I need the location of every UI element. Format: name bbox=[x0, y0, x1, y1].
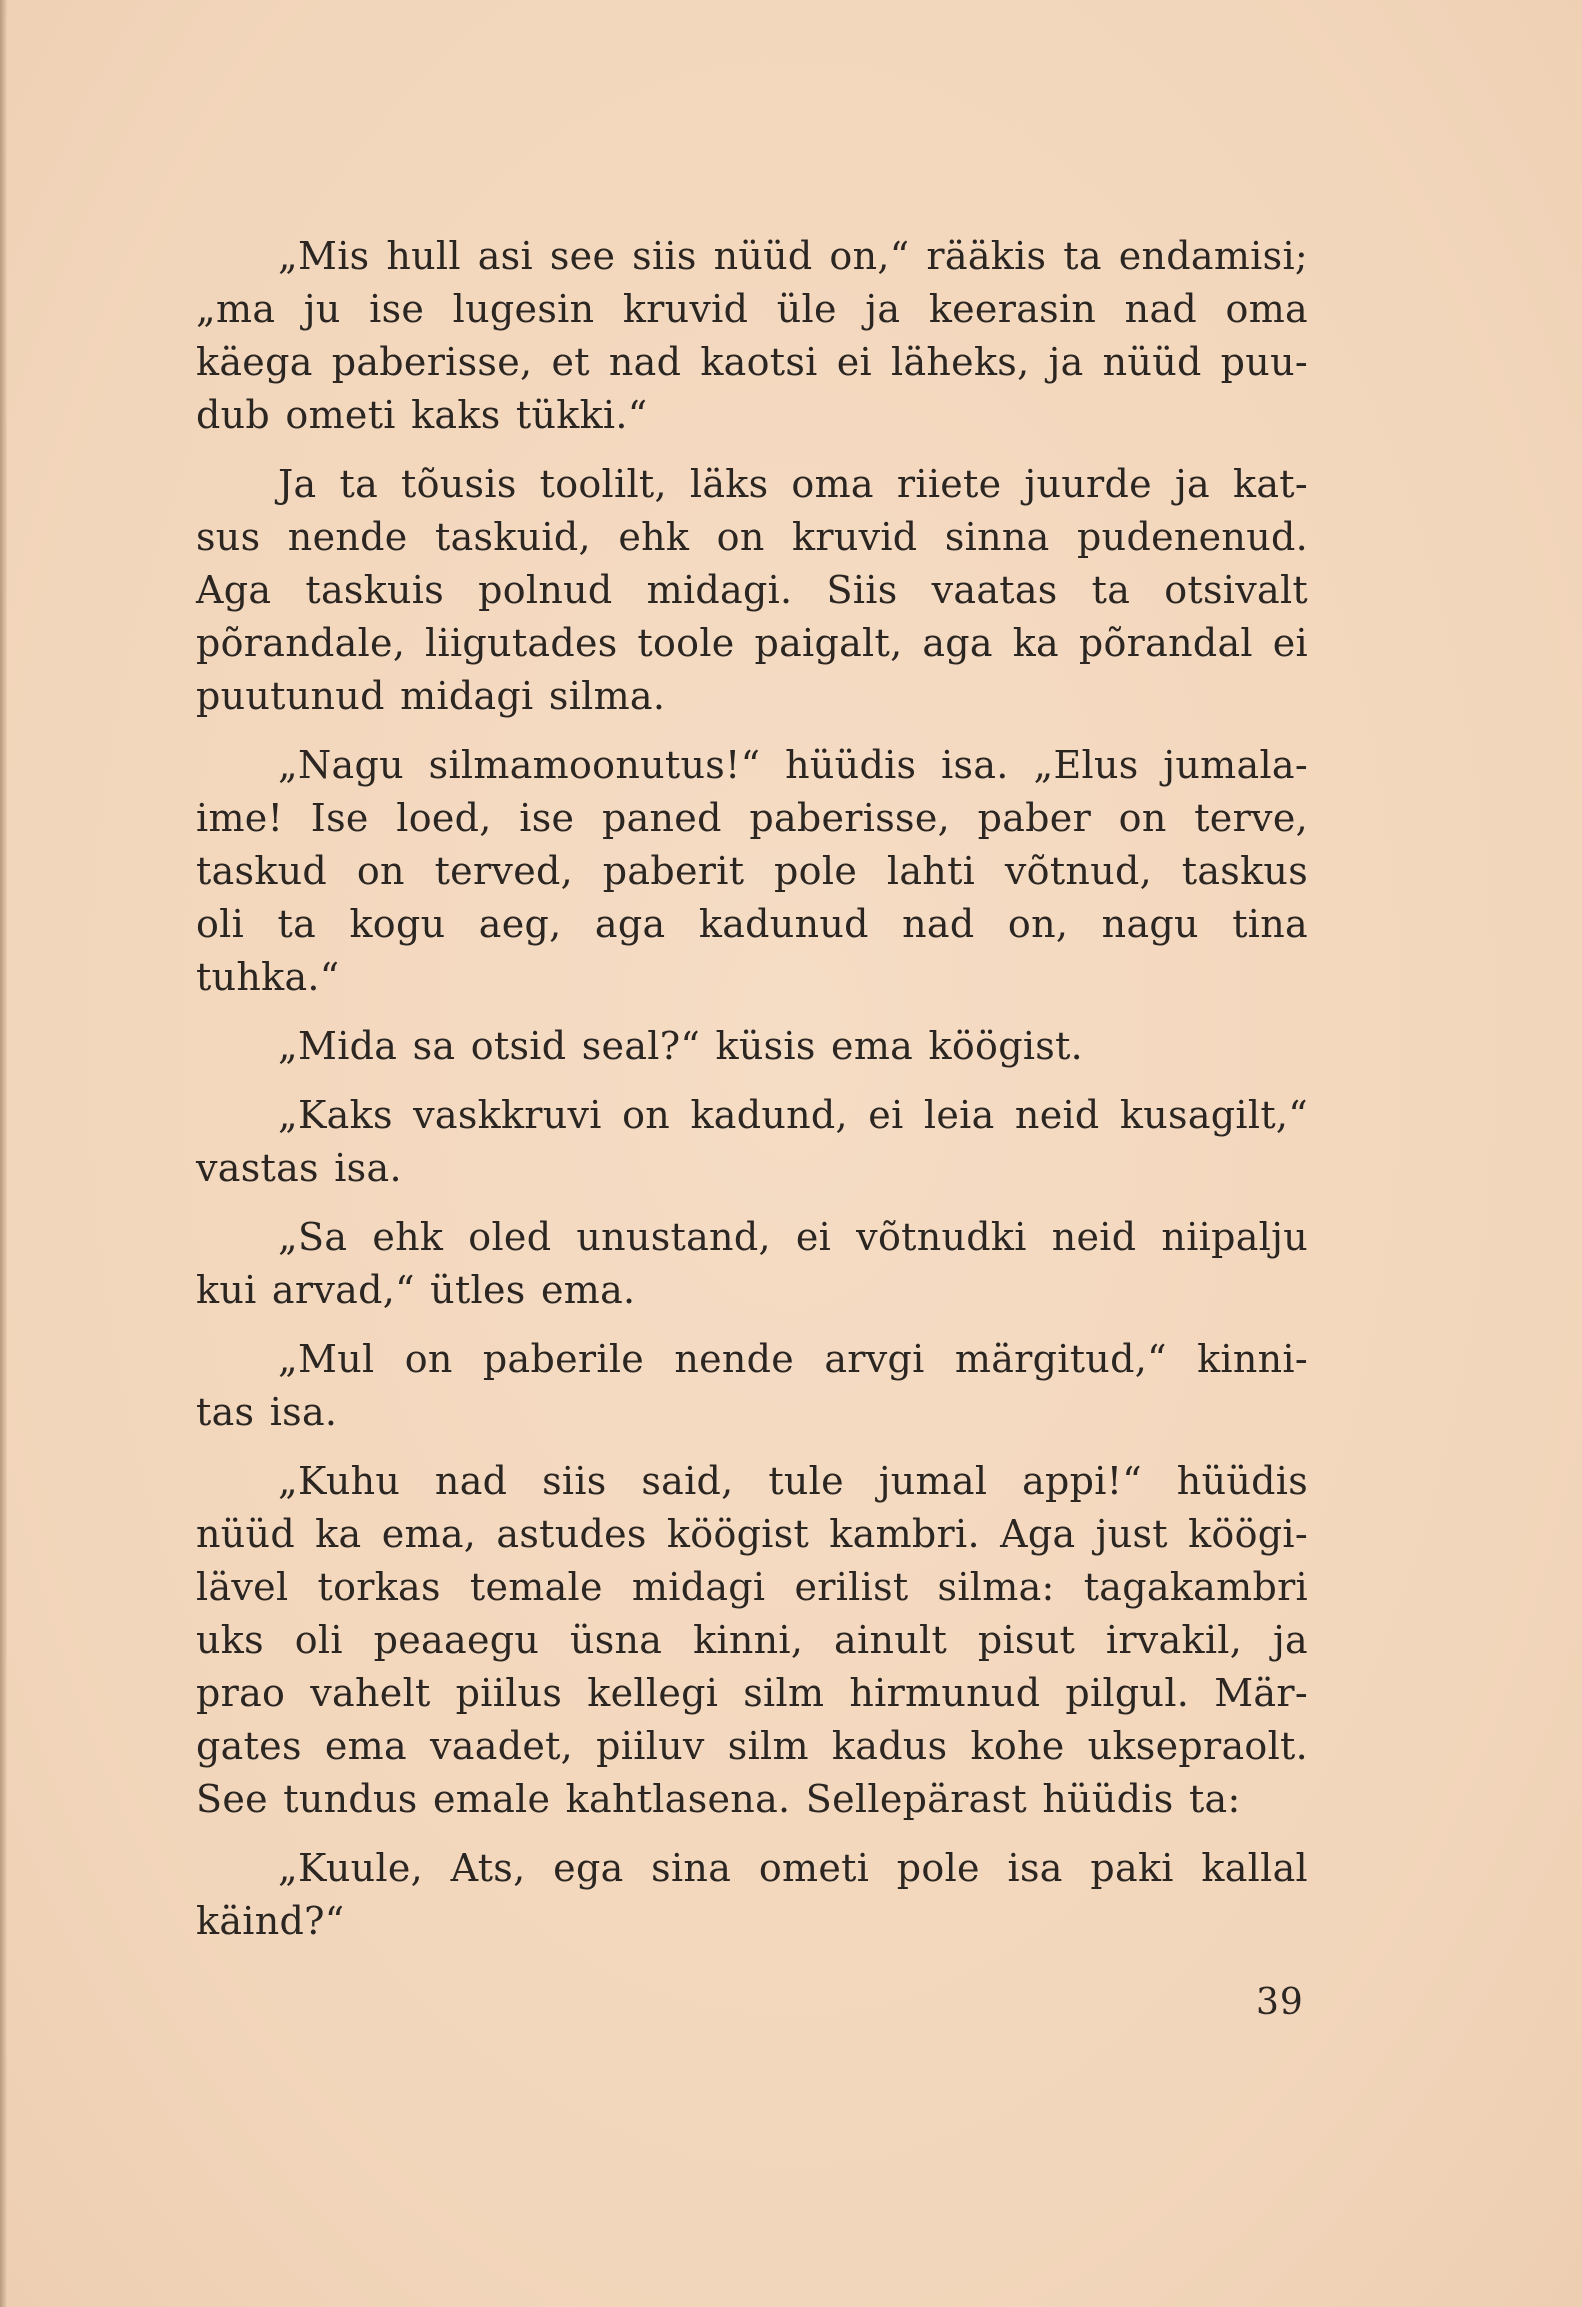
text-line: puutunud midagi silma. bbox=[196, 674, 666, 718]
text-line: käega paberisse, et nad kaotsi ei läheks, ja nüüd puu- bbox=[196, 340, 1308, 384]
paragraph bbox=[196, 1455, 1308, 1826]
paragraph bbox=[196, 1089, 1308, 1195]
paragraph bbox=[196, 1842, 1308, 1948]
text-line: See tundus emale kahtlasena. Sellepärast hüüdis ta: bbox=[196, 1777, 1241, 1821]
text-line: taskud on terved, paberit pole lahti võtnud, taskus bbox=[196, 849, 1308, 893]
text-line: sus nende taskuid, ehk on kruvid sinna pudenenud. bbox=[196, 515, 1308, 559]
text-line: „Nagu silmamoonutus!“ hüüdis isa. „Elus jumala- bbox=[278, 743, 1308, 787]
body-text bbox=[196, 230, 1308, 1964]
text-line: „Mul on paberile nende arvgi märgitud,“ kinni- bbox=[278, 1337, 1308, 1381]
text-line: „ma ju ise lugesin kruvid üle ja keerasin nad oma bbox=[196, 287, 1308, 331]
text-line: vastas isa. bbox=[196, 1146, 402, 1190]
paragraph bbox=[196, 1211, 1308, 1317]
text-line: ime! Ise loed, ise paned paberisse, paber on terve, bbox=[196, 796, 1308, 840]
paragraph bbox=[196, 739, 1308, 1004]
text-line: „Mis hull asi see siis nüüd on,“ rääkis ta endamisi; bbox=[278, 234, 1308, 278]
text-line: „Sa ehk oled unustand, ei võtnudki neid niipalju bbox=[278, 1215, 1308, 1259]
text-line: prao vahelt piilus kellegi silm hirmunud pilgul. Mär- bbox=[196, 1671, 1308, 1715]
page-binding-edge bbox=[0, 0, 7, 2307]
text-line: Aga taskuis polnud midagi. Siis vaatas ta otsivalt bbox=[196, 568, 1308, 612]
text-line: „Mida sa otsid seal?“ küsis ema köögist. bbox=[278, 1024, 1084, 1068]
text-line: lävel torkas temale midagi erilist silma: tagakambri bbox=[196, 1565, 1308, 1609]
text-line: uks oli peaaegu üsna kinni, ainult pisut irvakil, ja bbox=[196, 1618, 1308, 1662]
text-line: gates ema vaadet, piiluv silm kadus kohe uksepraolt. bbox=[196, 1724, 1308, 1768]
text-line: tuhka.“ bbox=[196, 955, 340, 999]
text-line: Ja ta tõusis toolilt, läks oma riiete juurde ja kat- bbox=[278, 462, 1308, 506]
text-line: „Kuule, Ats, ega sina ometi pole isa paki kallal bbox=[278, 1846, 1308, 1890]
text-line: käind?“ bbox=[196, 1899, 345, 1943]
text-line: „Kaks vaskkruvi on kadund, ei leia neid kusagilt,“ bbox=[278, 1093, 1308, 1137]
page-number: 39 bbox=[1256, 1982, 1304, 2023]
text-line: kui arvad,“ ütles ema. bbox=[196, 1268, 636, 1312]
text-line: tas isa. bbox=[196, 1390, 338, 1434]
paragraph bbox=[196, 1020, 1308, 1073]
paragraph bbox=[196, 1333, 1308, 1439]
paragraph bbox=[196, 230, 1308, 442]
text-line: dub ometi kaks tükki.“ bbox=[196, 393, 648, 437]
paragraph bbox=[196, 458, 1308, 723]
text-line: oli ta kogu aeg, aga kadunud nad on, nagu tina bbox=[196, 902, 1308, 946]
text-line: põrandale, liigutades toole paigalt, aga ka põrandal ei bbox=[196, 621, 1308, 665]
text-line: „Kuhu nad siis said, tule jumal appi!“ hüüdis bbox=[278, 1459, 1308, 1503]
text-line: nüüd ka ema, astudes köögist kambri. Aga just köögi- bbox=[196, 1512, 1308, 1556]
